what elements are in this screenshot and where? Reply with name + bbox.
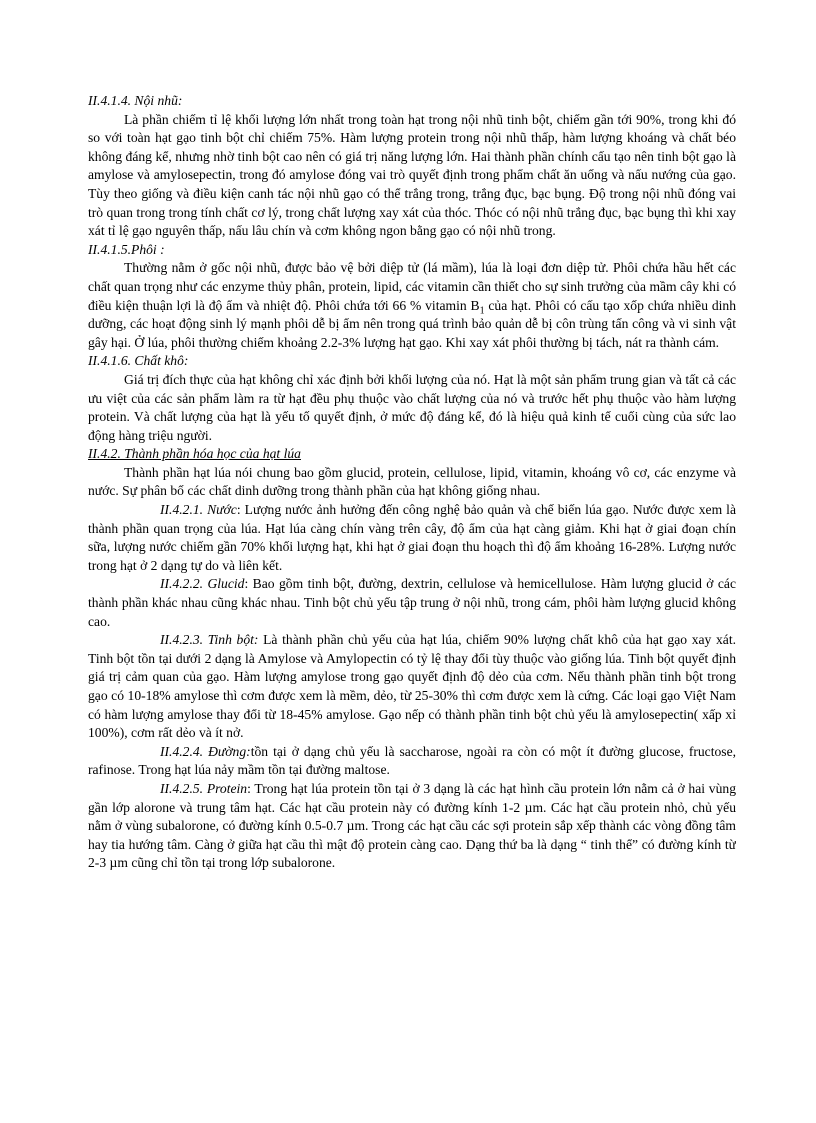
text-glucid: : Bao gồm tinh bột, đường, dextrin, cellulose và hemicellulose. Hàm lượng glucid ở các thành phần khác nhau cũng khác nhau. Tinh bột chủ yếu tập trung ở nội nhũ, trong cám, phôi hàm lượng glucid không cao. bbox=[88, 576, 736, 629]
paragraph-protein bbox=[88, 780, 736, 873]
heading-noi-nhu: II.4.1.4. Nội nhũ: bbox=[88, 93, 183, 108]
document-page bbox=[88, 92, 736, 873]
vitamin-subscript: 1 bbox=[479, 305, 485, 317]
heading-chat-kho: II.4.1.6. Chất khô: bbox=[88, 353, 189, 369]
text-duong: tồn tại ở dạng chủ yếu là saccharose, ngoài ra còn có một ít đường glucose, fructose, rafinose. Trong hạt lúa nảy mầm tồn tại đường maltose. bbox=[88, 743, 736, 778]
paragraph-thanh-phan: Thành phần hạt lúa nói chung bao gồm glucid, protein, cellulose, lipid, vitamin, khoáng vô cơ, các enzyme và nước. Sự phân bố các chất dinh dưỡng trong thành phần của hạt không giống nhau. bbox=[88, 464, 736, 499]
heading-thanh-phan-hoa-hoc: II.4.2. Thành phần hóa học của hạt lúa bbox=[88, 446, 301, 462]
paragraph-chat-kho: Giá trị đích thực của hạt không chỉ xác định bởi khối lượng của nó. Hạt là một sản phẩm trung gian và tất cả các ưu việt của các sản phẩm làm ra từ hạt đều phụ thuộc vào chất lượng của nó và trước hết phụ thuộc vào hàm lượng protein. Và chất lượng của hạt là yếu tố quyết định, ở mức độ đáng kể, đó là hiệu quả kinh tế cuối cùng của sức lao động hàng triệu người. bbox=[88, 371, 736, 443]
text-protein: : Trong hạt lúa protein tồn tại ở 3 dạng là các hạt hình cầu protein lớn nằm cả ở hai vùng gần lớp alorone và trung tâm hạt. Các hạt cầu protein này có đường kính 1-2 µm. Các hạt cầu protein nhỏ, chủ yếu nằm ở vùng subalorone, có đường kính 0.5-0.7 µm. Trong các hạt cầu các sợi protein sắp xếp thành các vòng đồng tâm hay tia hướng tâm. Càng ở giữa hạt cầu thì mật độ protein càng cao. Dạng thứ ba là dạng “ tinh thể” có đường kính từ 2-3 µm cũng chỉ tồn tại trong lớp subalorone. bbox=[88, 780, 736, 871]
heading-phoi: II.4.1.5.Phôi : bbox=[88, 241, 165, 257]
paragraph-noi-nhu: Là phần chiếm tỉ lệ khối lượng lớn nhất trong toàn hạt trong nội nhũ tinh bột, chiếm gần tới 90%, trong khi đó so với toàn hạt gạo tinh bột chỉ chiếm 75%. Hàm lượng protein trong nội nhũ thấp, hàm lượng khoáng và chất béo không đáng kể, nhưng nhờ tinh bột cao nên có giá trị năng lượng lớn. Hai thành phần chính cấu tạo nên tinh bột gạo là amylose và amylosepectin, trong đó amylose đóng vai trò quyết định trong phẩm chất ăn uống và nấu nướng của gạo. Tùy theo giống và điều kiện canh tác nội nhũ gạo có thể trắng trong, trắng đục, bạc bụng. Độ trong nội nhũ đóng vai trò quan trong trong tính chất cơ lý, trong chất lượng xay xát của thóc. Thóc có nội nhũ trắng đục, bạc bụng thì khi xay xát tỉ lệ gạo nguyên thấp, nấu lâu chín và cơm không ngon bằng gạo có nội nhũ trong. bbox=[88, 111, 736, 239]
label-glucid: II.4.2.2. Glucid bbox=[160, 576, 245, 592]
label-tinh-bot: II.4.2.3. Tinh bột: bbox=[160, 632, 259, 648]
paragraph-nuoc bbox=[88, 501, 736, 575]
paragraph-tinh-bot bbox=[88, 631, 736, 743]
phoi-text-part2: của hạt. Phôi có cấu tạo xốp chứa nhiều dinh dưỡng, các hoạt động sinh lý mạnh phôi dễ bị ẩm nên trong quá trình bảo quản dễ bị côn trùng tấn công và vi sinh vật gây hại. Ở lúa, phôi thường chiếm khoảng 2.2-3% lượng hạt gạo. Khi xay xát phôi thường bị tách, nát ra thành cám. bbox=[88, 297, 736, 350]
paragraph-phoi bbox=[88, 259, 736, 352]
paragraph-duong bbox=[88, 743, 736, 780]
phoi-text-part1: Thường nằm ở gốc nội nhũ, được bảo vệ bởi diệp tử (lá mầm), lúa là loại đơn diệp tử. Phôi chứa hầu hết các chất quan trọng như các enzyme thủy phân, protein, lipid, các vitamin cần thiết cho sự sinh trưởng của mầm cây khi có điều kiện thuận lợi là độ ẩm và nhiệt độ. Phôi chứa tới 66 % vitamin B bbox=[88, 260, 736, 313]
text-tinh-bot: Là thành phần chủ yếu của hạt lúa, chiếm 90% lượng chất khô của hạt gạo xay xát. Tinh bột tồn tại dưới 2 dạng là Amylose và Amylopectin có tỷ lệ thay đổi tùy thuộc vào giống lúa. Tinh bột quyết định giá trị cảm quan của gạo. Hàm lượng amylose trong gạo quyết định độ dẻo của cơm. Nếu thành phần tinh bột trong gạo có 10-18% amylose thì cơm được xem là mềm, dẻo, từ 25-30% thì cơm được xem là cứng. Các loại gạo Việt Nam có hàm lượng amylose thay đổi từ 18-45% amylose. Gạo nếp có thành phần tinh bột chủ yếu là amylosepectin( xấp xỉ 100%), cơm rất dẻo và ít nở. bbox=[88, 632, 736, 741]
label-protein: II.4.2.5. Protein bbox=[160, 780, 248, 796]
text-nuoc: : Lượng nước ảnh hưởng đến công nghệ bảo quản và chế biến lúa gạo. Nước được xem là thành phần quan trọng của lúa. Hạt lúa càng chín vàng trên cây, độ ẩm của hạt càng giảm. Khi hạt ở giai đoạn chín sữa, lượng nước chiếm gần 70% khối lượng hạt, khi hạt ở giai đoạn thu hoạch thì độ ẩm khoảng 16-28%. Lượng nước trong hạt ở 2 dạng tự do và liên kết. bbox=[88, 502, 736, 573]
label-duong: II.4.2.4. Đường: bbox=[160, 743, 251, 759]
label-nuoc: II.4.2.1. Nước bbox=[160, 502, 237, 518]
paragraph-glucid bbox=[88, 575, 736, 631]
